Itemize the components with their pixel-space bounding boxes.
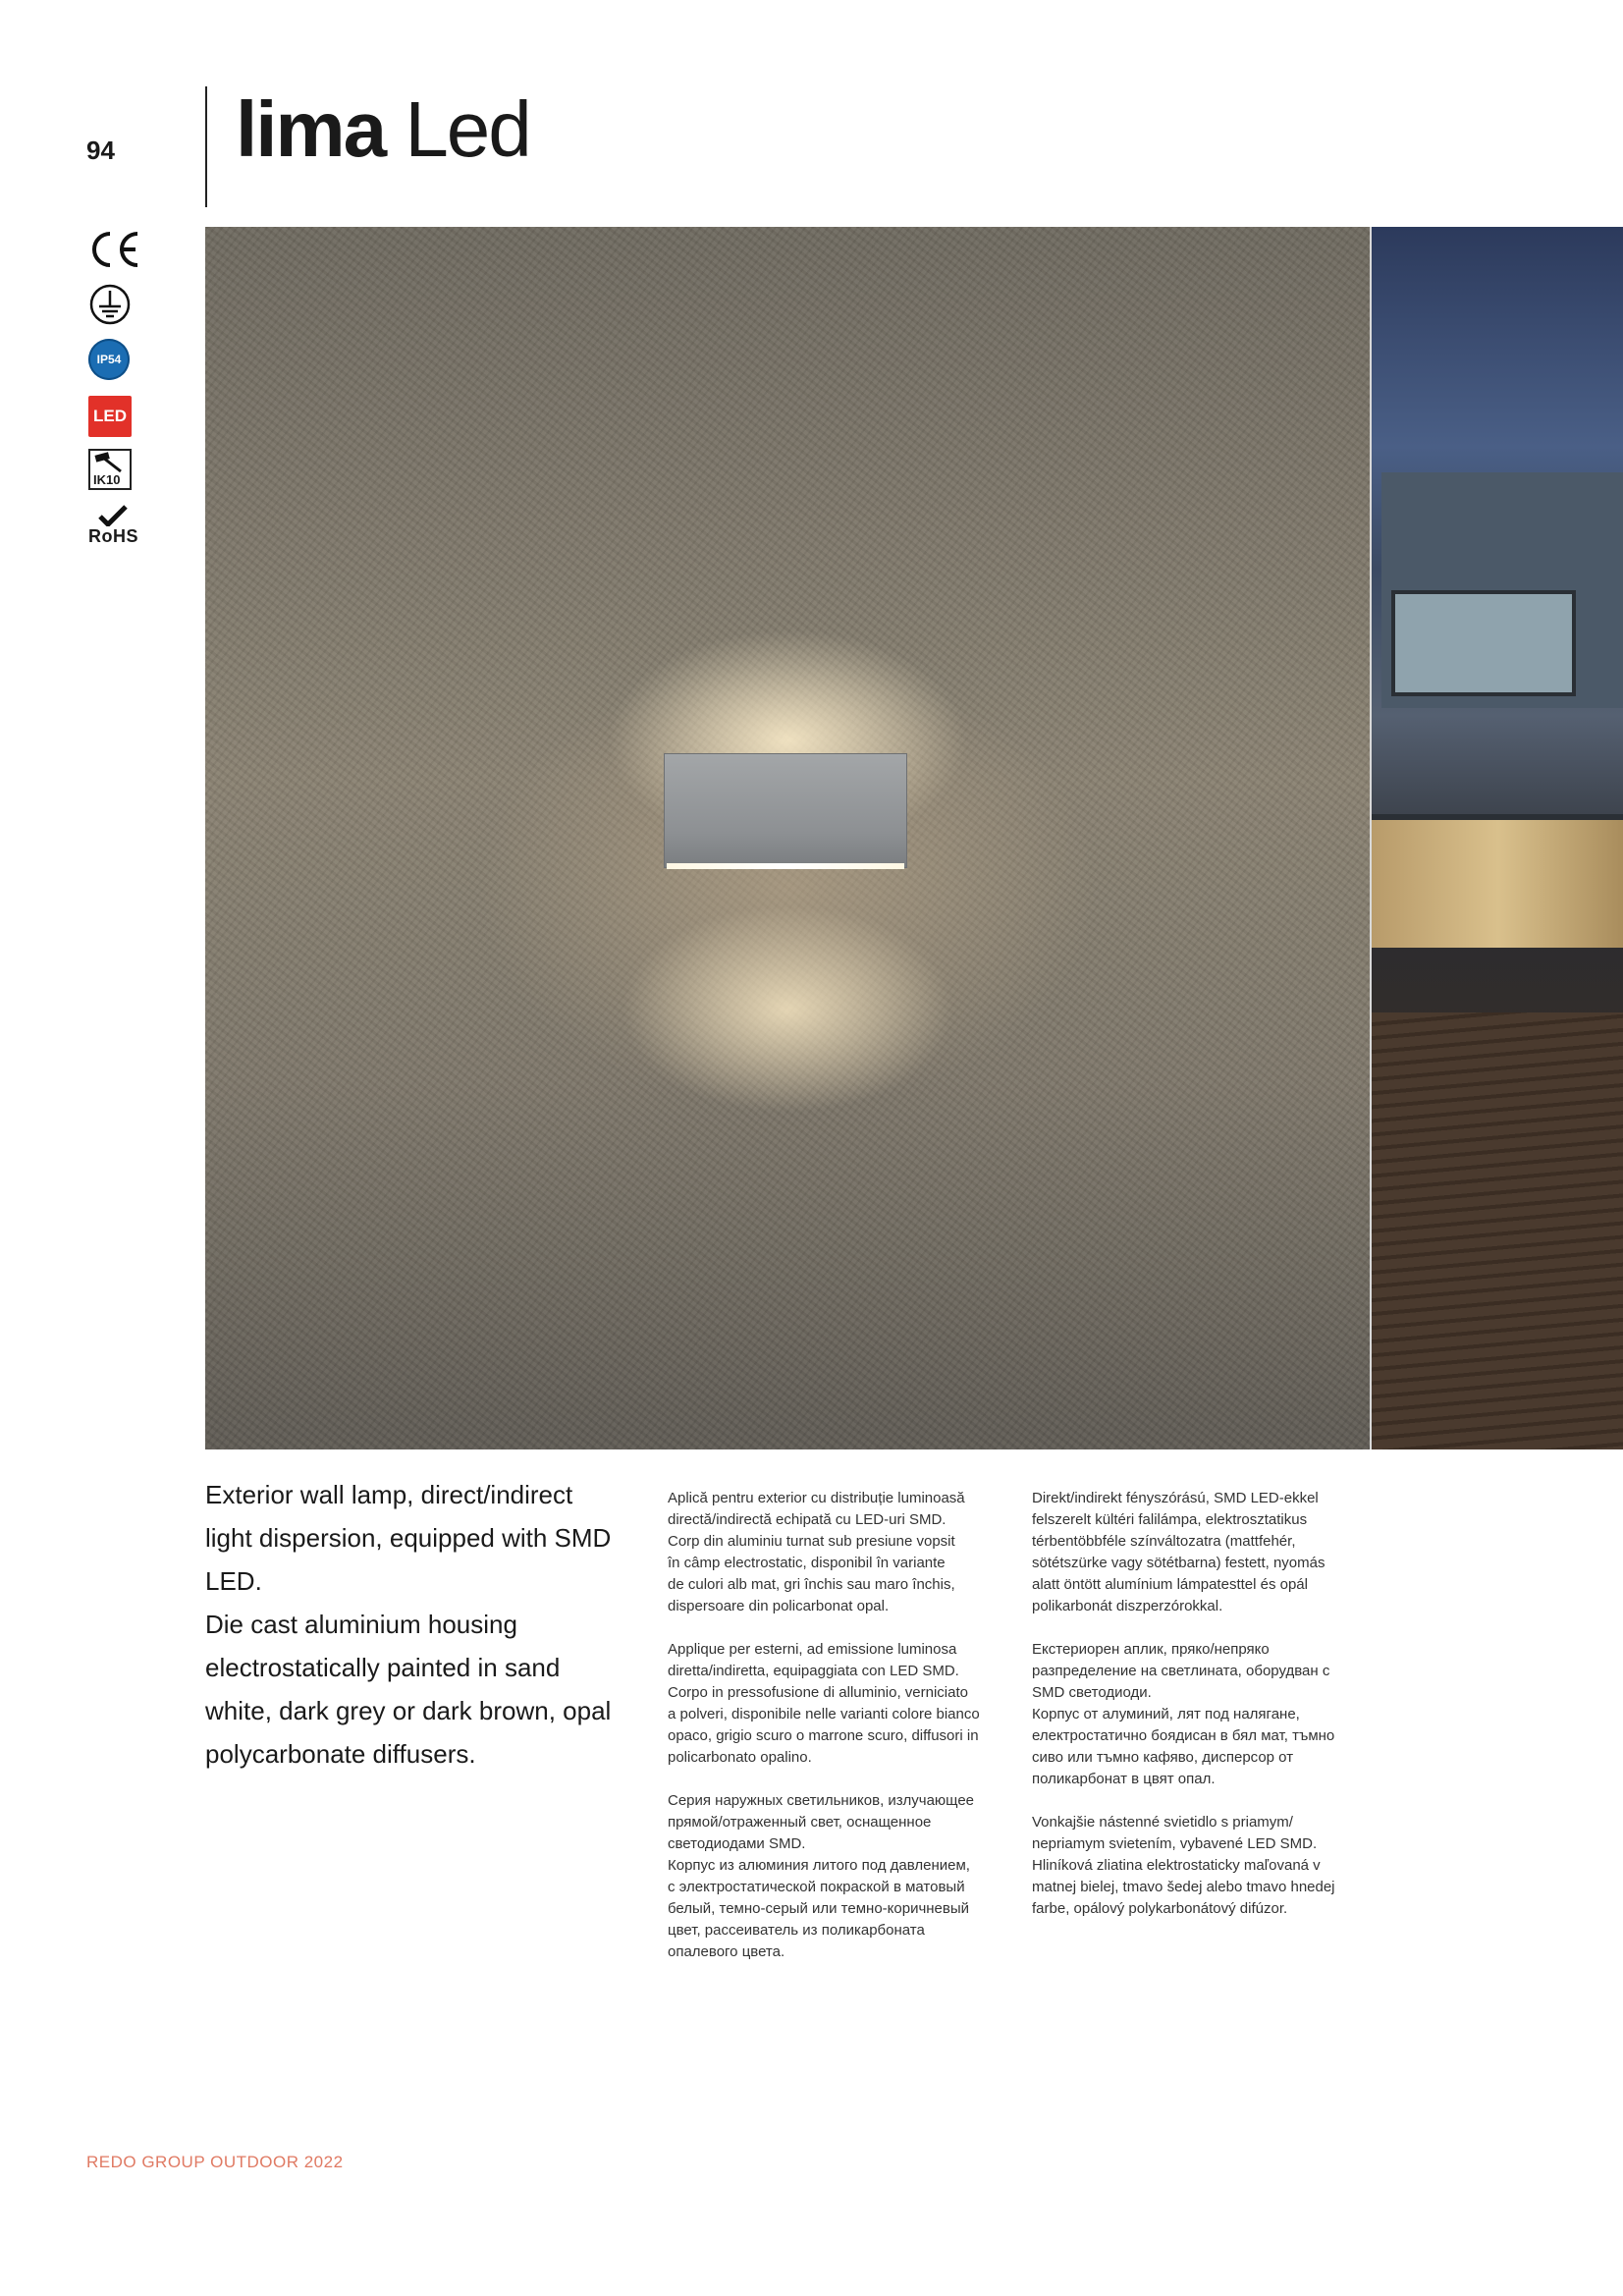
description-russian: Серия наружных светильников, излучающее прямой/отраженный свет, оснащенное светодиодами SMD. Корпус из алюминия литого под давлением, с электростатической покраской в матовый белый, темно-серый или темно-коричневый цвет, рассеиватель из поликарбоната опалевого цвета. [668, 1792, 975, 1960]
rohs-icon [88, 505, 138, 547]
lead-line: LED. [205, 1566, 262, 1596]
wall-lamp-photo [205, 227, 1370, 1449]
lead-line: light dispersion, equipped with SMD [205, 1523, 612, 1553]
product-name: lima [236, 85, 386, 173]
wooden-deck [1372, 1012, 1623, 1449]
description-bulgarian: Екстериорен аплик, пряко/непряко разпределение на светлината, оборудван с SMD светодиоди. Корпус от алуминий, лят под налягане, електростатично боядисан в бял мат, тъмно сиво или тъмно кафяво, дисперсор от поликарбонат в цвят опал. [1032, 1641, 1335, 1787]
certification-icons [88, 228, 143, 546]
description-slovak: Vonkajšie nástenné svietidlo s priamym/ nepriamym svietením, vybavené LED SMD. Hliníková zliatina elektrostaticky maľovaná v matnej bielej, tmavo šedej alebo tmavo hnedej farbe, opálový polykarbonátový difúzor. [1032, 1814, 1335, 1917]
ik10-label: IK10 [93, 472, 121, 487]
lead-line: Die cast aluminium housing [205, 1610, 517, 1639]
lead-line: white, dark grey or dark brown, opal [205, 1696, 612, 1725]
ce-mark-icon [88, 228, 143, 276]
footer-catalog-label: REDO GROUP OUTDOOR 2022 [86, 2153, 344, 2171]
terrace-photo [1370, 227, 1623, 1449]
ip54-icon: IP54 [88, 339, 130, 380]
lead-line: Exterior wall lamp, direct/indirect [205, 1480, 573, 1509]
lead-line: electrostatically painted in sand [205, 1653, 561, 1682]
wall-lamp [665, 754, 906, 867]
lead-line: polycarbonate diffusers. [205, 1739, 476, 1769]
page-title [236, 85, 530, 173]
rohs-label: RoHS [88, 526, 138, 546]
title-divider [205, 86, 207, 207]
description-hungarian: Direkt/indirekt fényszórású, SMD LED-ekkel felszerelt kültéri falilámpa, elektrosztatikus térbentöbbféle színváltozatra (mattfehér, sötétszürke vagy sötétbarna) festett, nyomás alatt öntött alumínium lámpatesttel és opál polikarbonát diszperzórokkal. [1032, 1490, 1325, 1614]
earth-ground-icon [88, 283, 132, 331]
page-number: 94 [86, 136, 115, 165]
lamp-light-strip [667, 863, 904, 869]
description-italian: Applique per esterni, ad emissione luminosa diretta/indiretta, equipaggiata con LED SMD. Corpo in pressofusione di alluminio, verniciato a polveri, disponibile nelle varianti colore bianco opaco, grigio scuro o marrone scuro, diffusori in policarbonato opalino. [668, 1641, 980, 1766]
description-column-3 [1032, 1488, 1405, 1941]
lit-interior [1372, 814, 1623, 948]
product-photo [205, 227, 1623, 1449]
description-column-2 [668, 1488, 1041, 1985]
lead-description [205, 1473, 657, 1776]
ik10-icon [88, 449, 132, 490]
led-icon: LED [88, 396, 132, 437]
product-suffix: Led [405, 85, 530, 173]
description-romanian: Aplică pentru exterior cu distribuție luminoasă directă/indirectă echipată cu LED-uri SMD. Corp din aluminiu turnat sub presiune vopsit în câmp electrostatic, disponibil în variante de culori alb mat, gri închis sau maro închis, dispersoare din policarbonat opal. [668, 1490, 965, 1614]
upper-window [1391, 590, 1576, 696]
